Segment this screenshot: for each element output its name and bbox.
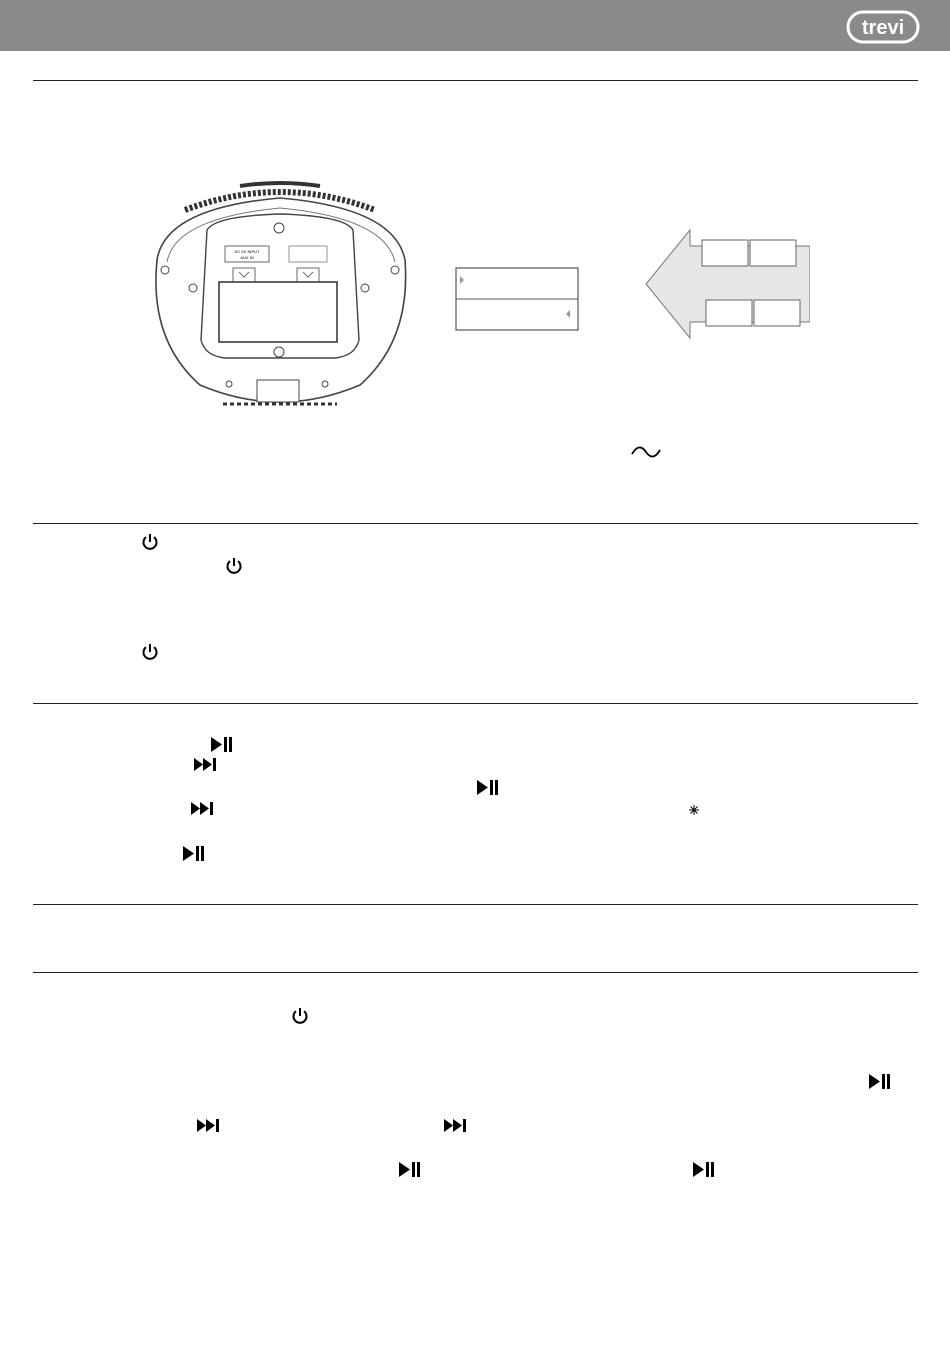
section-divider <box>33 904 918 905</box>
skip-next-icon <box>190 801 216 816</box>
play-pause-icon <box>692 1161 716 1178</box>
device-rear-illustration <box>145 180 415 412</box>
power-icon <box>141 643 159 661</box>
brand-logo <box>846 10 920 44</box>
section-divider <box>33 972 918 973</box>
play-pause-icon <box>476 779 500 796</box>
battery-cover-illustration <box>454 266 582 332</box>
section-divider <box>33 80 918 81</box>
asterisk-icon <box>688 804 700 816</box>
play-pause-icon <box>398 1161 422 1178</box>
power-icon <box>225 557 243 575</box>
skip-next-icon <box>193 757 219 772</box>
battery-insert-illustration <box>644 228 810 340</box>
power-icon <box>291 1007 309 1025</box>
header-bar <box>0 0 950 51</box>
play-pause-icon <box>182 845 206 862</box>
sticker-line2: AUX IN <box>240 255 254 260</box>
skip-next-icon <box>443 1118 469 1133</box>
section-divider <box>33 703 918 704</box>
brand-logo-text: trevi <box>861 17 905 39</box>
section-divider <box>33 523 918 524</box>
skip-next-icon <box>196 1118 222 1133</box>
play-pause-icon <box>210 736 234 753</box>
ac-tilde-icon <box>630 443 662 461</box>
play-pause-icon <box>868 1073 892 1090</box>
sticker-line1: DC 5V INPUT <box>234 249 260 254</box>
power-icon <box>141 533 159 551</box>
